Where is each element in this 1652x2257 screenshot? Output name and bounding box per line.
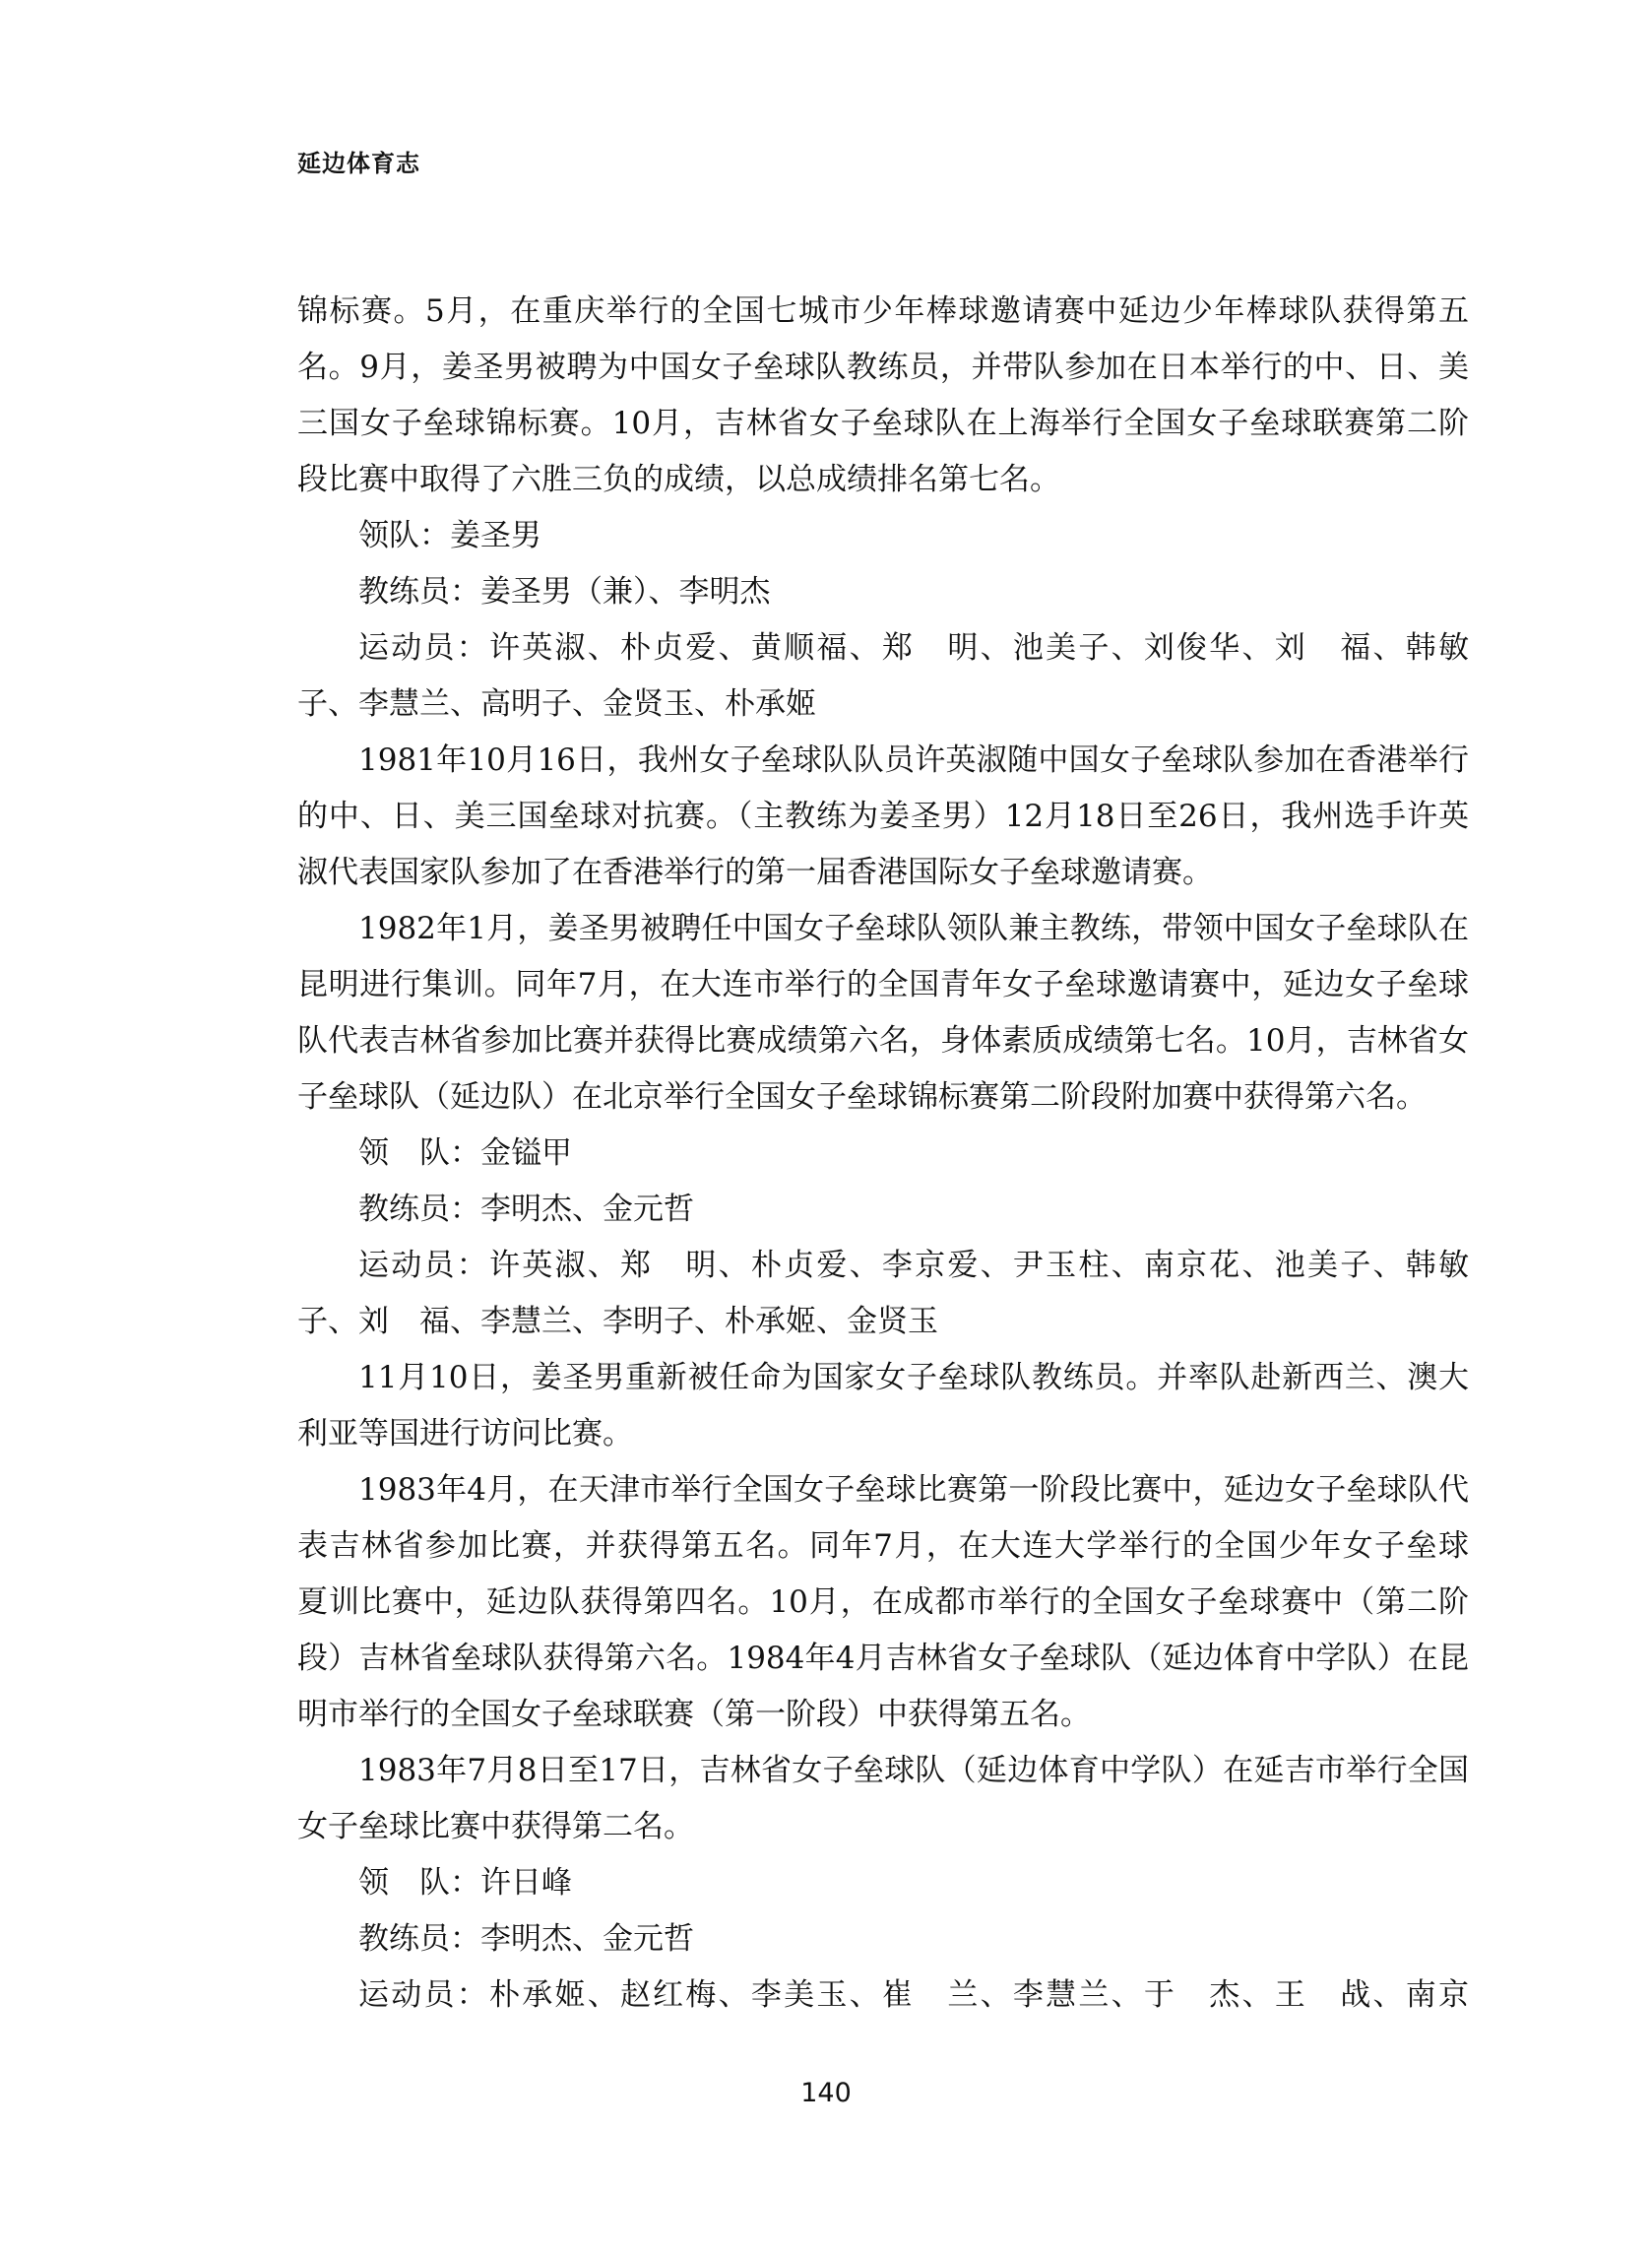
- text-line: 夏训比赛中，延边队获得第四名。10月，在成都市举行的全国女子垒球赛中（第二阶: [297, 1584, 1469, 1620]
- text-line: 1983年7月8日至17日，吉林省女子垒球队（延边体育中学队）在延吉市举行全国: [358, 1753, 1469, 1788]
- book-title-header: 延边体育志: [297, 150, 420, 177]
- text-line: 1983年4月，在天津市举行全国女子垒球比赛第一阶段比赛中，延边女子垒球队代: [358, 1472, 1469, 1508]
- text-line: 段）吉林省垒球队获得第六名。1984年4月吉林省女子垒球队（延边体育中学队）在昆: [297, 1641, 1469, 1676]
- text-line: 领 队：许日峰: [358, 1865, 572, 1901]
- text-line: 子、刘 福、李慧兰、李明子、朴承姬、金贤玉: [297, 1304, 938, 1339]
- text-line: 名。9月，姜圣男被聘为中国女子垒球队教练员，并带队参加在日本举行的中、日、美: [297, 350, 1469, 385]
- text-line: 1981年10月16日，我州女子垒球队队员许英淑随中国女子垒球队参加在香港举行: [358, 742, 1469, 778]
- text-line: 利亚等国进行访问比赛。: [297, 1416, 633, 1451]
- text-line: 运动员：许英淑、郑 明、朴贞爱、李京爱、尹玉柱、南京花、池美子、韩敏: [358, 1248, 1469, 1283]
- text-line: 明市举行的全国女子垒球联赛（第一阶段）中获得第五名。: [297, 1697, 1091, 1732]
- text-line: 的中、日、美三国垒球对抗赛。（主教练为姜圣男）12月18日至26日，我州选手许英: [297, 799, 1469, 834]
- text-line: 队代表吉林省参加比赛并获得比赛成绩第六名，身体素质成绩第七名。10月，吉林省女: [297, 1023, 1469, 1059]
- text-line: 女子垒球比赛中获得第二名。: [297, 1809, 694, 1844]
- text-line: 教练员：李明杰、金元哲: [358, 1921, 694, 1957]
- text-line: 锦标赛。5月，在重庆举行的全国七城市少年棒球邀请赛中延边少年棒球队获得第五: [297, 293, 1469, 329]
- text-line: 教练员：姜圣男（兼）、李明杰: [358, 574, 771, 610]
- text-line: 昆明进行集训。同年7月，在大连市举行的全国青年女子垒球邀请赛中，延边女子垒球: [297, 967, 1469, 1002]
- text-line: 领 队：金镒甲: [358, 1135, 572, 1171]
- text-line: 运动员：朴承姬、赵红梅、李美玉、崔 兰、李慧兰、于 杰、王 战、南京: [358, 1977, 1469, 2013]
- text-line: 领队：姜圣男: [358, 518, 541, 553]
- page-body-text: [297, 284, 1469, 2024]
- text-line: 11月10日，姜圣男重新被任命为国家女子垒球队教练员。并率队赴新西兰、澳大: [358, 1360, 1469, 1395]
- text-line: 淑代表国家队参加了在香港举行的第一届香港国际女子垒球邀请赛。: [297, 855, 1213, 890]
- text-line: 三国女子垒球锦标赛。10月，吉林省女子垒球队在上海举行全国女子垒球联赛第二阶: [297, 406, 1469, 441]
- text-line: 子垒球队（延边队）在北京举行全国女子垒球锦标赛第二阶段附加赛中获得第六名。: [297, 1079, 1427, 1115]
- page-number: 140: [800, 2078, 852, 2108]
- text-line: 运动员：许英淑、朴贞爱、黄顺福、郑 明、池美子、刘俊华、刘 福、韩敏: [358, 630, 1469, 666]
- text-line: 教练员：李明杰、金元哲: [358, 1192, 694, 1227]
- text-line: 段比赛中取得了六胜三负的成绩，以总成绩排名第七名。: [297, 462, 1060, 497]
- text-line: 1982年1月，姜圣男被聘任中国女子垒球队领队兼主教练，带领中国女子垒球队在: [358, 911, 1469, 946]
- text-line: 子、李慧兰、高明子、金贤玉、朴承姬: [297, 686, 816, 722]
- text-line: 表吉林省参加比赛，并获得第五名。同年7月，在大连大学举行的全国少年女子垒球: [297, 1528, 1469, 1564]
